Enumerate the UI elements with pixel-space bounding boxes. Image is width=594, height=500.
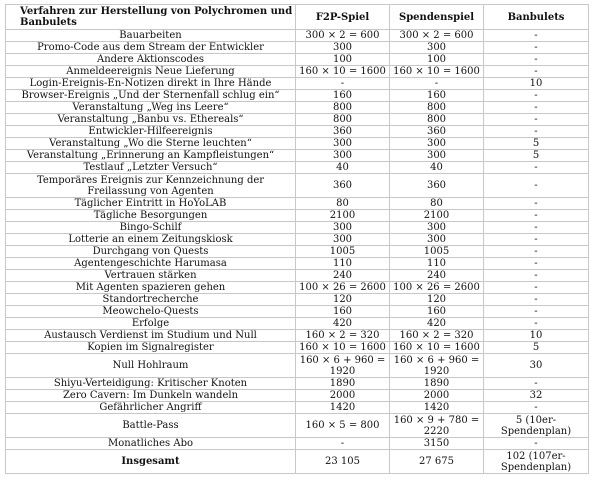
cell-banbulets: - xyxy=(484,90,589,102)
table-row xyxy=(6,66,589,78)
cell-f2p: 80 xyxy=(296,198,390,210)
cell-method: Monatliches Abo xyxy=(6,438,296,450)
table-row xyxy=(6,78,589,90)
cell-banbulets: 5 xyxy=(484,150,589,162)
cell-banbulets: 30 xyxy=(484,354,589,378)
table-row xyxy=(6,330,589,342)
table-row xyxy=(6,270,589,282)
cell-method: Promo-Code aus dem Stream der Entwickler xyxy=(6,42,296,54)
header-method: Verfahren zur Herstellung von Polychromen und Banbulets xyxy=(6,5,296,30)
cell-method: Browser-Ereignis „Und der Sternenfall schlug ein“ xyxy=(6,90,296,102)
table-row xyxy=(6,198,589,210)
cell-f2p: 160 xyxy=(296,90,390,102)
header-donation: Spendenspiel xyxy=(390,5,484,30)
cell-donation: 160 × 10 = 1600 xyxy=(390,342,484,354)
table-row xyxy=(6,246,589,258)
cell-donation: 80 xyxy=(390,198,484,210)
cell-method: Null Hohlraum xyxy=(6,354,296,378)
cell-f2p: 1420 xyxy=(296,402,390,414)
cell-method: Durchgang von Quests xyxy=(6,246,296,258)
cell-method: Meowchelo-Quests xyxy=(6,306,296,318)
cell-donation: 240 xyxy=(390,270,484,282)
table-row xyxy=(6,90,589,102)
cell-f2p: 120 xyxy=(296,294,390,306)
header-f2p: F2P-Spiel xyxy=(296,5,390,30)
cell-donation: 1420 xyxy=(390,402,484,414)
cell-method: Bingo-Schilf xyxy=(6,222,296,234)
table-row xyxy=(6,282,589,294)
cell-donation: 300 xyxy=(390,222,484,234)
cell-donation: 160 xyxy=(390,90,484,102)
header-row xyxy=(6,5,589,30)
cell-f2p: 800 xyxy=(296,102,390,114)
cell-f2p: 160 × 5 = 800 xyxy=(296,414,390,438)
total-row xyxy=(6,450,589,474)
cell-banbulets: - xyxy=(484,258,589,270)
cell-donation: 160 × 9 + 780 = 2220 xyxy=(390,414,484,438)
table-row xyxy=(6,150,589,162)
cell-donation: 40 xyxy=(390,162,484,174)
cell-f2p: 160 × 10 = 1600 xyxy=(296,66,390,78)
table-row xyxy=(6,342,589,354)
cell-banbulets: - xyxy=(484,114,589,126)
cell-donation: 1005 xyxy=(390,246,484,258)
cell-banbulets: - xyxy=(484,102,589,114)
cell-donation: 2100 xyxy=(390,210,484,222)
table-row xyxy=(6,402,589,414)
cell-method: Login-Ereignis-En-Notizen direkt in Ihre Hände xyxy=(6,78,296,90)
cell-f2p: 100 × 26 = 2600 xyxy=(296,282,390,294)
cell-f2p: 110 xyxy=(296,258,390,270)
table-row xyxy=(6,414,589,438)
cell-banbulets: - xyxy=(484,54,589,66)
cell-donation: 360 xyxy=(390,126,484,138)
cell-method: Battle-Pass xyxy=(6,414,296,438)
cell-banbulets: - xyxy=(484,66,589,78)
cell-f2p: 100 xyxy=(296,54,390,66)
cell-banbulets: 10 xyxy=(484,330,589,342)
table-row xyxy=(6,438,589,450)
cell-method: Temporäres Ereignis zur Kennzeichnung der Freilassung von Agenten xyxy=(6,174,296,198)
cell-f2p: 1005 xyxy=(296,246,390,258)
cell-donation: 1890 xyxy=(390,378,484,390)
cell-banbulets: - xyxy=(484,402,589,414)
cell-donation: - xyxy=(390,78,484,90)
cell-f2p: 1890 xyxy=(296,378,390,390)
cell-banbulets: - xyxy=(484,174,589,198)
cell-donation: 2000 xyxy=(390,390,484,402)
table-header xyxy=(6,5,589,30)
table-row xyxy=(6,42,589,54)
cell-method: Testlauf „Letzter Versuch“ xyxy=(6,162,296,174)
cell-method: Zero Cavern: Im Dunkeln wandeln xyxy=(6,390,296,402)
cell-banbulets: - xyxy=(484,270,589,282)
cell-method: Agentengeschichte Harumasa xyxy=(6,258,296,270)
cell-method: Lotterie an einem Zeitungskiosk xyxy=(6,234,296,246)
cell-donation: 420 xyxy=(390,318,484,330)
table-row xyxy=(6,102,589,114)
cell-banbulets: 5 (10er-Spendenplan) xyxy=(484,414,589,438)
header-banbulets: Banbulets xyxy=(484,5,589,30)
cell-banbulets: - xyxy=(484,282,589,294)
cell-f2p: 300 xyxy=(296,150,390,162)
cell-method: Tägliche Besorgungen xyxy=(6,210,296,222)
cell-donation: 300 xyxy=(390,234,484,246)
cell-donation: 800 xyxy=(390,102,484,114)
methods-table xyxy=(5,4,589,474)
cell-method: Veranstaltung „Wo die Sterne leuchten“ xyxy=(6,138,296,150)
table-row xyxy=(6,378,589,390)
cell-f2p: 300 xyxy=(296,138,390,150)
cell-donation: 300 xyxy=(390,150,484,162)
cell-f2p: 300 xyxy=(296,234,390,246)
table-body xyxy=(6,30,589,474)
cell-banbulets: - xyxy=(484,30,589,42)
cell-method: Mit Agenten spazieren gehen xyxy=(6,282,296,294)
table-row xyxy=(6,354,589,378)
cell-method: Erfolge xyxy=(6,318,296,330)
cell-banbulets: - xyxy=(484,42,589,54)
cell-method: Veranstaltung „Erinnerung an Kampfleistungen“ xyxy=(6,150,296,162)
table-row xyxy=(6,210,589,222)
cell-method: Gefährlicher Angriff xyxy=(6,402,296,414)
cell-total-label: Insgesamt xyxy=(6,450,296,474)
cell-banbulets: - xyxy=(484,318,589,330)
cell-method: Shiyu-Verteidigung: Kritischer Knoten xyxy=(6,378,296,390)
table-row xyxy=(6,318,589,330)
cell-donation: 3150 xyxy=(390,438,484,450)
cell-method: Austausch Verdienst im Studium und Null xyxy=(6,330,296,342)
table-row xyxy=(6,138,589,150)
cell-f2p: - xyxy=(296,438,390,450)
table-row xyxy=(6,234,589,246)
cell-f2p: 2100 xyxy=(296,210,390,222)
cell-donation: 300 xyxy=(390,138,484,150)
cell-f2p: 240 xyxy=(296,270,390,282)
cell-banbulets: - xyxy=(484,222,589,234)
cell-donation: 300 × 2 = 600 xyxy=(390,30,484,42)
cell-f2p: 420 xyxy=(296,318,390,330)
cell-banbulets: 5 xyxy=(484,138,589,150)
table-container xyxy=(5,4,589,474)
cell-donation: 110 xyxy=(390,258,484,270)
cell-f2p: 160 xyxy=(296,306,390,318)
cell-f2p: 160 × 2 = 320 xyxy=(296,330,390,342)
cell-banbulets: - xyxy=(484,126,589,138)
cell-f2p: 360 xyxy=(296,126,390,138)
cell-banbulets: - xyxy=(484,438,589,450)
table-row xyxy=(6,258,589,270)
cell-banbulets: - xyxy=(484,234,589,246)
cell-method: Täglicher Eintritt in HoYoLAB xyxy=(6,198,296,210)
cell-banbulets: - xyxy=(484,210,589,222)
cell-donation: 120 xyxy=(390,294,484,306)
table-row xyxy=(6,162,589,174)
cell-banbulets: - xyxy=(484,246,589,258)
cell-banbulets: 10 xyxy=(484,78,589,90)
cell-banbulets: - xyxy=(484,162,589,174)
cell-banbulets: - xyxy=(484,306,589,318)
cell-donation: 100 × 26 = 2600 xyxy=(390,282,484,294)
table-row xyxy=(6,294,589,306)
cell-method: Veranstaltung „Weg ins Leere“ xyxy=(6,102,296,114)
cell-total-banbulets: 102 (107er-Spendenplan) xyxy=(484,450,589,474)
cell-banbulets: - xyxy=(484,378,589,390)
cell-donation: 160 xyxy=(390,306,484,318)
cell-method: Vertrauen stärken xyxy=(6,270,296,282)
cell-banbulets: - xyxy=(484,198,589,210)
cell-f2p: 160 × 10 = 1600 xyxy=(296,342,390,354)
cell-method: Veranstaltung „Banbu vs. Ethereals“ xyxy=(6,114,296,126)
cell-donation: 800 xyxy=(390,114,484,126)
cell-f2p: 2000 xyxy=(296,390,390,402)
cell-method: Standortrecherche xyxy=(6,294,296,306)
cell-donation: 300 xyxy=(390,42,484,54)
cell-method: Kopien im Signalregister xyxy=(6,342,296,354)
table-row xyxy=(6,390,589,402)
cell-donation: 360 xyxy=(390,174,484,198)
cell-banbulets: 32 xyxy=(484,390,589,402)
cell-total-donation: 27 675 xyxy=(390,450,484,474)
cell-f2p: 300 xyxy=(296,42,390,54)
cell-f2p: 300 xyxy=(296,222,390,234)
table-row xyxy=(6,114,589,126)
table-row xyxy=(6,126,589,138)
cell-method: Bauarbeiten xyxy=(6,30,296,42)
cell-method: Entwickler-Hilfeereignis xyxy=(6,126,296,138)
table-row xyxy=(6,54,589,66)
cell-method: Andere Aktionscodes xyxy=(6,54,296,66)
cell-f2p: 160 × 6 + 960 = 1920 xyxy=(296,354,390,378)
table-row xyxy=(6,306,589,318)
cell-banbulets: 5 xyxy=(484,342,589,354)
cell-donation: 160 × 2 = 320 xyxy=(390,330,484,342)
table-row xyxy=(6,30,589,42)
cell-f2p: 40 xyxy=(296,162,390,174)
cell-donation: 100 xyxy=(390,54,484,66)
cell-f2p: 360 xyxy=(296,174,390,198)
cell-f2p: 300 × 2 = 600 xyxy=(296,30,390,42)
cell-total-f2p: 23 105 xyxy=(296,450,390,474)
table-row xyxy=(6,222,589,234)
cell-donation: 160 × 10 = 1600 xyxy=(390,66,484,78)
table-row xyxy=(6,174,589,198)
cell-f2p: 800 xyxy=(296,114,390,126)
cell-method: Anmeldeereignis Neue Lieferung xyxy=(6,66,296,78)
cell-f2p: - xyxy=(296,78,390,90)
cell-donation: 160 × 6 + 960 = 1920 xyxy=(390,354,484,378)
cell-banbulets: - xyxy=(484,294,589,306)
